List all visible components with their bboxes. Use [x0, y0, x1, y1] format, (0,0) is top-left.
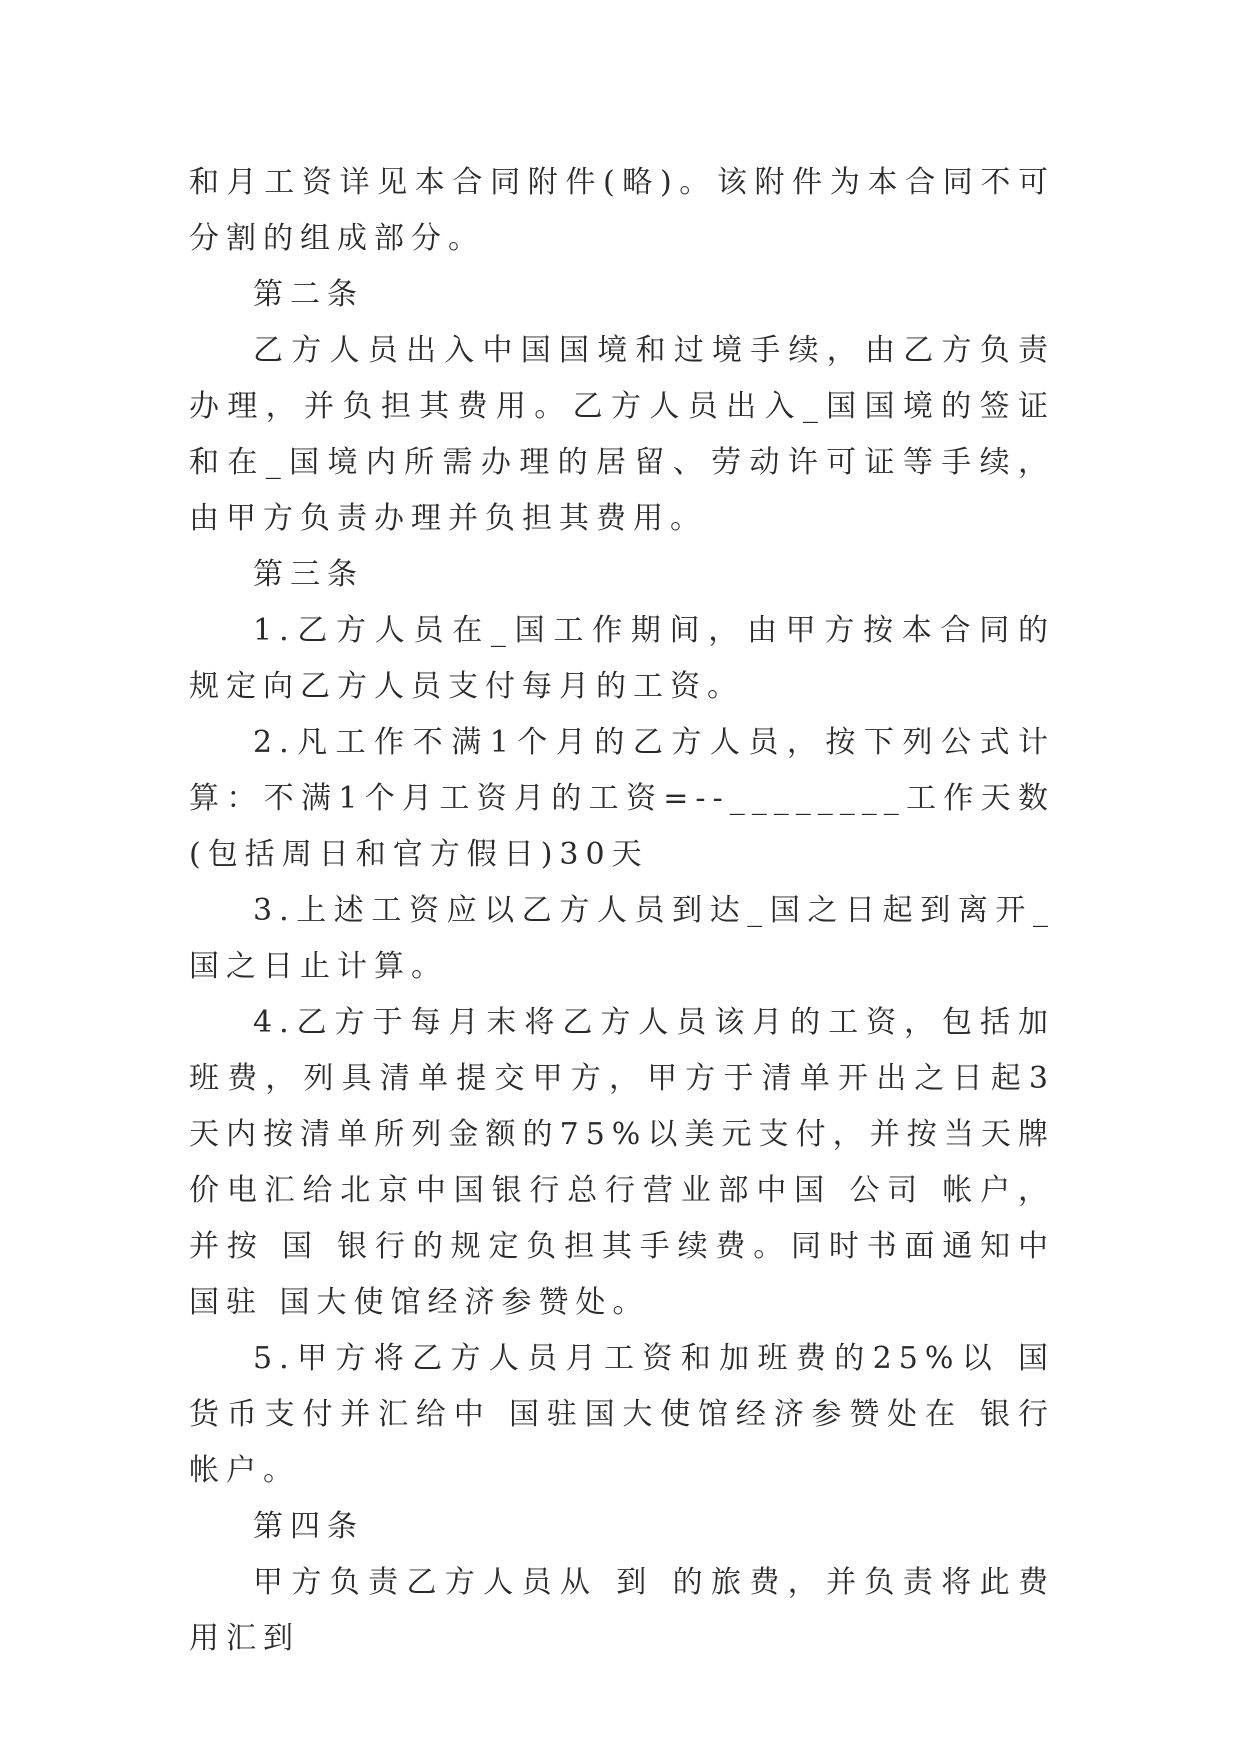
paragraph-article-2-body: 乙方人员出入中国国境和过境手续，由乙方负责办理，并负担其费用。乙方人员出入_国国境的签证和在_国境内所需办理的居留、劳动许可证等手续，由甲方负责办理并负担其费用。 — [189, 333, 1055, 536]
paragraph-article-4-body: 甲方负责乙方人员从 到 的旅费，并负责将此费用汇到 — [189, 1565, 1055, 1656]
paragraph-article-3-item-2: 2.凡工作不满1个月的乙方人员，按下列公式计算：不满1个月工资月的工资=--________工作天数(包括周日和官方假日)30天 — [189, 725, 1055, 872]
article-3-heading: 第三条 — [253, 557, 364, 592]
paragraph-article-3-item-4: 4.乙方于每月末将乙方人员该月的工资，包括加班费，列具清单提交甲方，甲方于清单开出之日起3天内按清单所列金额的75%以美元支付，并按当天牌价电汇给北京中国银行总行营业部中国 公司 帐户，并按 国 银行的规定负担其手续费。同时书面通知中国驻 国大使馆经济参赞处。 — [189, 1005, 1055, 1320]
paragraph-article-3-item-3: 3.上述工资应以乙方人员到达_国之日起到离开_国之日止计算。 — [189, 893, 1055, 984]
paragraph-article-3-item-1: 1.乙方人员在_国工作期间，由甲方按本合同的规定向乙方人员支付每月的工资。 — [189, 613, 1055, 704]
article-4-heading: 第四条 — [253, 1509, 364, 1544]
article-2-heading: 第二条 — [253, 277, 364, 312]
document-body — [189, 155, 1055, 1667]
paragraph-article-3-item-5: 5.甲方将乙方人员月工资和加班费的25%以 国 货币支付并汇给中 国驻国大使馆经济参赞处在 银行 帐户。 — [189, 1341, 1055, 1488]
paragraph-annex-note: 和月工资详见本合同附件(略)。该附件为本合同不可分割的组成部分。 — [189, 165, 1055, 256]
